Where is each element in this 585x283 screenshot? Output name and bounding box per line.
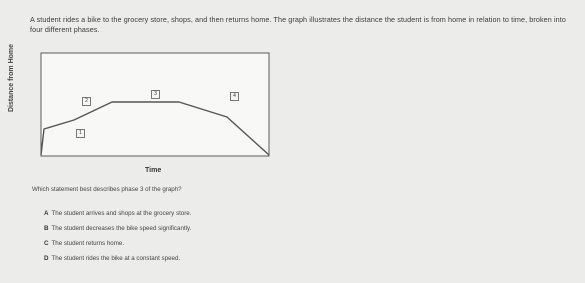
choice-a[interactable]	[44, 210, 191, 217]
phase-3-label: 3	[151, 90, 160, 99]
phase-4-label: 4	[230, 92, 239, 101]
x-axis-label: Time	[145, 167, 162, 174]
question-stem: A student rides a bike to the grocery store, shops, and then returns home. The graph illustrates the distance the student is from home in relation to time, broken into four different phases.	[30, 15, 566, 34]
choice-b-letter: B	[44, 225, 49, 232]
choice-d-letter: D	[44, 255, 49, 262]
y-axis-label: Distance from Home	[8, 43, 15, 113]
choice-b-text: The student decreases the bike speed significantly.	[51, 225, 192, 232]
distance-time-graph	[8, 43, 280, 178]
choice-c-text: The student returns home.	[51, 240, 125, 247]
choice-c[interactable]	[44, 240, 124, 247]
graph-svg	[30, 48, 280, 178]
phase-1-label: 1	[76, 129, 85, 138]
phase-2-label: 2	[82, 97, 91, 106]
choice-c-letter: C	[44, 240, 49, 247]
graph-frame	[41, 53, 269, 156]
question-prompt: Which statement best describes phase 3 of the graph?	[32, 186, 182, 193]
choice-b[interactable]	[44, 225, 191, 232]
choice-a-text: The student arrives and shops at the grocery store.	[51, 210, 192, 217]
choice-d[interactable]	[44, 255, 180, 262]
choice-d-text: The student rides the bike at a constant speed.	[51, 255, 181, 262]
choice-a-letter: A	[44, 210, 49, 217]
